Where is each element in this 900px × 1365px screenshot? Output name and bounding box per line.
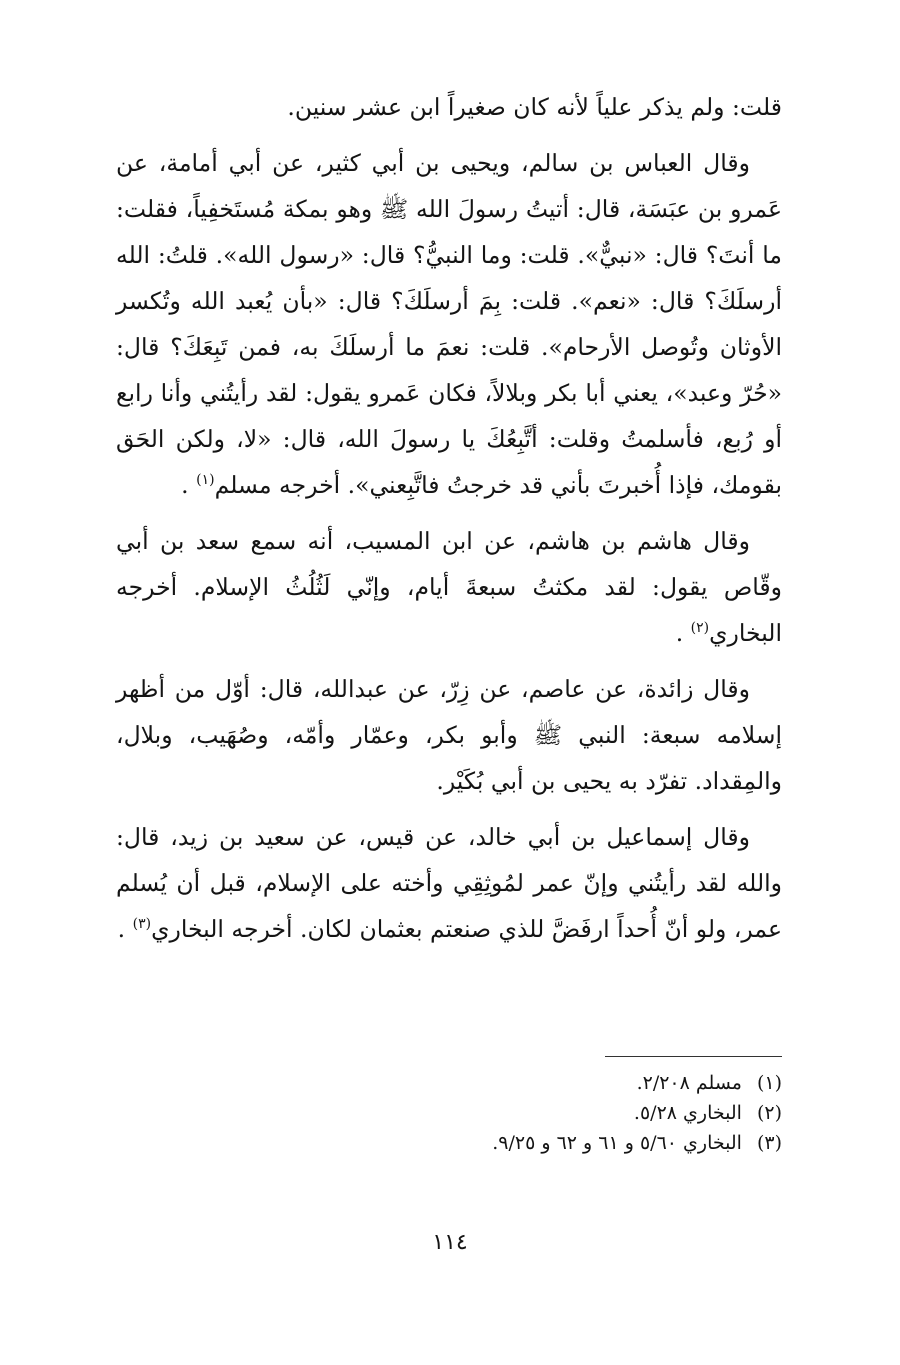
footnotes bbox=[116, 1068, 782, 1158]
footnote-item bbox=[116, 1098, 782, 1128]
paragraph: وقال إسماعيل بن أبي خالد، عن قيس، عن سعيد بن زيد، قال: والله لقد رأيتُني وإنّ عمر لمُوثِقِي وأخته على الإسلام، قبل أن يُسلم عمر، ولو أنّ أُحداً ارفَضَّ للذي صنعتم بعثمان لكان. أخرجه البخاري$^{(٣)}$ . bbox=[116, 823, 782, 943]
paragraph: وقال العباس بن سالم، ويحيى بن أبي كثير، عن أبي أمامة، عن عَمرو بن عبَسَة، قال: أتيتُ رسولَ الله ﷺ وهو بمكة مُستَخفِياً، فقلت: ما أنتَ؟ قال: «نبيٌّ». قلت: وما النبيُّ؟ قال: «رسول الله». قلتُ: الله أرسلَكَ؟ قال: «نعم». قلت: بِمَ أرسلَكَ؟ قال: «بأن يُعبد الله وتُكسر الأوثان وتُوصل الأرحام». قلت: نعمَ ما أرسلَكَ به، فمن تَبِعَكَ؟ قال: «حُرّ وعبد»، يعني أبا بكر وبلالاً، فكان عَمرو يقول: لقد رأيتُني وأنا رابع أو رُبع، فأسلمتُ وقلت: أتَّبِعُكَ يا رسولَ الله، قال: «لا، ولكن الحَق بقومك، فإذا أُخبرتَ بأني قد خرجتُ فاتَّبِعني». أخرجه مسلم$^{(١)}$ . bbox=[116, 149, 782, 499]
page-number: ١١٤ bbox=[432, 1230, 468, 1255]
footnote-number: (١) bbox=[756, 1072, 782, 1094]
footnote-divider bbox=[605, 1056, 782, 1057]
footnote-number: (٣) bbox=[756, 1132, 782, 1154]
paragraph-text: وقال هاشم بن هاشم، عن ابن المسيب، أنه سمع سعد بن أبي وقّاص يقول: لقد مكثتُ سبعةَ أيام، وإنّي لَثُلُثُ الإسلام. أخرجه البخاري bbox=[116, 527, 782, 647]
footnote-reference[interactable]: (٣) bbox=[132, 916, 152, 933]
paragraph-text: وقال إسماعيل بن أبي خالد، عن قيس، عن سعيد بن زيد، قال: والله لقد رأيتُني وإنّ عمر لمُوثِقِي وأخته على الإسلام، قبل أن يُسلم عمر، ولو أنّ أُحداً ارفَضَّ للذي صنعتم بعثمان لكان. أخرجه البخاري bbox=[116, 823, 782, 943]
paragraph-text: وقال العباس بن سالم، ويحيى بن أبي كثير، عن أبي أمامة، عن عَمرو بن عبَسَة، قال: أتيتُ رسولَ الله ﷺ وهو بمكة مُستَخفِياً، فقلت: ما أنتَ؟ قال: «نبيٌّ». قلت: وما النبيُّ؟ قال: «رسول الله». قلتُ: الله أرسلَكَ؟ قال: «نعم». قلت: بِمَ أرسلَكَ؟ قال: «بأن يُعبد الله وتُكسر الأوثان وتُوصل الأرحام». قلت: نعمَ ما أرسلَكَ به، فمن تَبِعَكَ؟ قال: «حُرّ وعبد»، يعني أبا بكر وبلالاً، فكان عَمرو يقول: لقد رأيتُني وأنا رابع أو رُبع، فأسلمتُ وقلت: أتَّبِعُكَ يا رسولَ الله، قال: «لا، ولكن الحَق بقومك، فإذا أُخبرتَ بأني قد خرجتُ فاتَّبِعني». أخرجه مسلم bbox=[116, 149, 782, 499]
footnote-text: البخاري ٥/٦٠ و ٦١ و ٦٢ و ٩/٢٥. bbox=[492, 1132, 742, 1154]
footnote-number: (٢) bbox=[756, 1102, 782, 1124]
paragraph-text: وقال زائدة، عن عاصم، عن زِرّ، عن عبدالله، قال: أوّل من أظهر إسلامه سبعة: النبي ﷺ وأبو بكر، وعمّار وأمّه، وصُهَيب، وبلال، والمِقداد. تفرّد به يحيى بن أبي بُكَيْر. bbox=[116, 675, 782, 795]
footnote-reference[interactable]: (١) bbox=[196, 472, 215, 489]
footnote-item bbox=[116, 1128, 782, 1158]
paragraph bbox=[116, 84, 782, 130]
footnote-reference[interactable]: (٢) bbox=[690, 620, 710, 637]
footnote-text: مسلم ٢/٢٠٨. bbox=[636, 1072, 742, 1094]
footnote-text: البخاري ٥/٢٨. bbox=[633, 1102, 742, 1124]
paragraph-text: قلت: ولم يذكر علياً لأنه كان صغيراً ابن عشر سنين. bbox=[287, 93, 782, 121]
main-text bbox=[116, 84, 782, 952]
paragraph: وقال هاشم بن هاشم، عن ابن المسيب، أنه سمع سعد بن أبي وقّاص يقول: لقد مكثتُ سبعةَ أيام، وإنّي لَثُلُثُ الإسلام. أخرجه البخاري$^{(٢)}$ . bbox=[116, 527, 782, 647]
footnote-item bbox=[116, 1068, 782, 1098]
paragraph bbox=[116, 666, 782, 804]
